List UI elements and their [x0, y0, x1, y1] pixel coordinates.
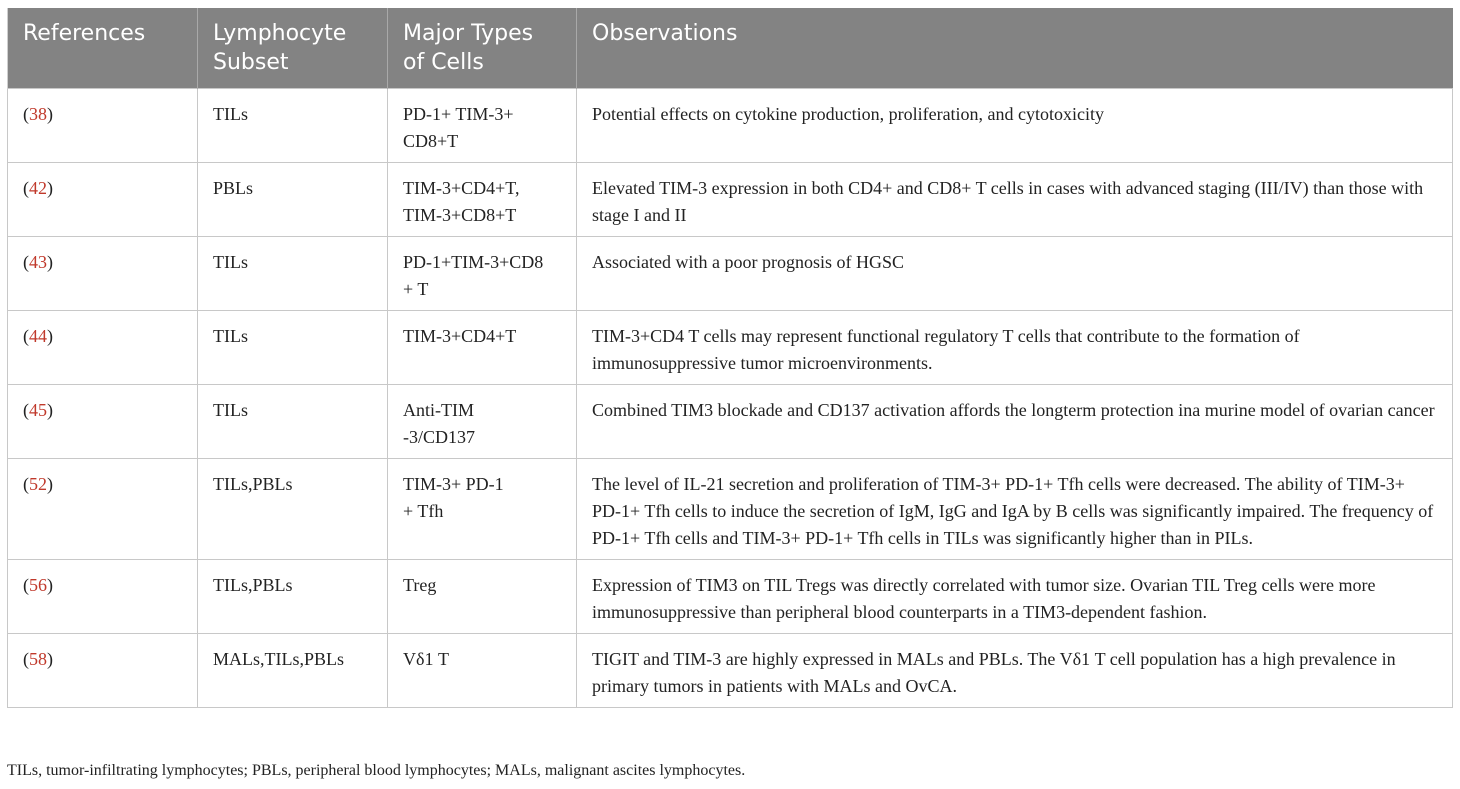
header-types-line-1: Major Types [403, 21, 534, 46]
cell-type-line: CD8+T [403, 131, 459, 151]
cell-lymphocyte-subset: TILs [198, 237, 388, 311]
cell-reference [8, 634, 198, 708]
cell-type-line: PD-1+ TIM-3+ [403, 104, 514, 124]
table-container [7, 8, 1452, 708]
paren-close: ) [47, 649, 53, 669]
paren-close: ) [47, 326, 53, 346]
reference-link[interactable]: 58 [29, 649, 47, 669]
reference-link[interactable]: 45 [29, 400, 47, 420]
cell-major-types [388, 634, 577, 708]
lymphocyte-table [7, 8, 1453, 708]
cell-observations: TIM-3+CD4 T cells may represent functional regulatory T cells that contribute to the formation of immunosuppressive tumor microenvironments. [577, 311, 1453, 385]
cell-reference [8, 163, 198, 237]
cell-type-line: + Tfh [403, 501, 444, 521]
cell-observations: The level of IL-21 secretion and proliferation of TIM-3+ PD-1+ Tfh cells were decreased. The ability of TIM-3+ PD-1+ Tfh cells to induce the secretion of IgM, IgG and IgA by B cells was significantly impaired. The frequency of PD-1+ Tfh cells and TIM-3+ PD-1+ Tfh cells in TILs was significantly higher than in PILs. [577, 459, 1453, 560]
header-lymphocyte-subset [198, 8, 388, 89]
paren-open: ( [23, 104, 29, 124]
header-references-line: References [23, 21, 146, 46]
table-footnote: TILs, tumor-infiltrating lymphocytes; PBLs, peripheral blood lymphocytes; MALs, malignant ascites lymphocytes. [7, 762, 746, 779]
table-row [8, 385, 1453, 459]
paren-close: ) [47, 400, 53, 420]
cell-lymphocyte-subset: TILs,PBLs [198, 459, 388, 560]
cell-major-types [388, 560, 577, 634]
cell-lymphocyte-subset: TILs [198, 311, 388, 385]
paren-open: ( [23, 252, 29, 272]
table-row [8, 89, 1453, 163]
paren-open: ( [23, 575, 29, 595]
cell-lymphocyte-subset: TILs [198, 385, 388, 459]
table-row [8, 459, 1453, 560]
cell-reference [8, 459, 198, 560]
cell-observations: TIGIT and TIM-3 are highly expressed in MALs and PBLs. The Vδ1 T cell population has a high prevalence in primary tumors in patients with MALs and OvCA. [577, 634, 1453, 708]
cell-observations: Expression of TIM3 on TIL Tregs was directly correlated with tumor size. Ovarian TIL Treg cells were more immunosuppressive than peripheral blood counterparts in a TIM3-dependent fashion. [577, 560, 1453, 634]
reference-link[interactable]: 52 [29, 474, 47, 494]
cell-type-line: TIM-3+CD8+T [403, 205, 517, 225]
cell-major-types [388, 89, 577, 163]
cell-type-line: TIM-3+ PD-1 [403, 474, 504, 494]
cell-type-line: TIM-3+CD4+T, [403, 178, 520, 198]
table-row [8, 634, 1453, 708]
cell-type-line: Anti-TIM [403, 400, 474, 420]
header-major-types [388, 8, 577, 89]
cell-observations: Elevated TIM-3 expression in both CD4+ and CD8+ T cells in cases with advanced staging (III/IV) than those with stage I and II [577, 163, 1453, 237]
cell-major-types [388, 163, 577, 237]
paren-close: ) [47, 178, 53, 198]
cell-type-line: Treg [403, 575, 437, 595]
header-references [8, 8, 198, 89]
cell-reference [8, 89, 198, 163]
header-types-line-2: of Cells [403, 50, 484, 75]
cell-reference [8, 560, 198, 634]
cell-type-line: TIM-3+CD4+T [403, 326, 517, 346]
header-subset-line-1: Lymphocyte [213, 21, 347, 46]
cell-type-line: -3/CD137 [403, 427, 475, 447]
reference-link[interactable]: 42 [29, 178, 47, 198]
cell-reference [8, 311, 198, 385]
header-row [8, 8, 1453, 89]
cell-major-types [388, 385, 577, 459]
table-row [8, 163, 1453, 237]
paren-open: ( [23, 326, 29, 346]
paren-close: ) [47, 252, 53, 272]
paren-close: ) [47, 104, 53, 124]
header-observations-line: Observations [592, 21, 738, 46]
paren-open: ( [23, 649, 29, 669]
header-subset-line-2: Subset [213, 50, 289, 75]
cell-lymphocyte-subset: TILs,PBLs [198, 560, 388, 634]
table-row [8, 237, 1453, 311]
reference-link[interactable]: 56 [29, 575, 47, 595]
cell-lymphocyte-subset: PBLs [198, 163, 388, 237]
reference-link[interactable]: 43 [29, 252, 47, 272]
cell-observations: Combined TIM3 blockade and CD137 activation affords the longterm protection ina murine model of ovarian cancer [577, 385, 1453, 459]
table-row [8, 560, 1453, 634]
cell-lymphocyte-subset: MALs,TILs,PBLs [198, 634, 388, 708]
cell-type-line: PD-1+TIM-3+CD8 [403, 252, 544, 272]
header-observations [577, 8, 1453, 89]
reference-link[interactable]: 38 [29, 104, 47, 124]
cell-observations: Potential effects on cytokine production, proliferation, and cytotoxicity [577, 89, 1453, 163]
paren-open: ( [23, 178, 29, 198]
cell-type-line: Vδ1 T [403, 649, 449, 669]
cell-major-types [388, 459, 577, 560]
cell-reference [8, 385, 198, 459]
paren-open: ( [23, 474, 29, 494]
reference-link[interactable]: 44 [29, 326, 47, 346]
cell-major-types [388, 311, 577, 385]
cell-reference [8, 237, 198, 311]
cell-observations: Associated with a poor prognosis of HGSC [577, 237, 1453, 311]
cell-major-types [388, 237, 577, 311]
paren-close: ) [47, 575, 53, 595]
table-row [8, 311, 1453, 385]
paren-close: ) [47, 474, 53, 494]
cell-lymphocyte-subset: TILs [198, 89, 388, 163]
paren-open: ( [23, 400, 29, 420]
cell-type-line: + T [403, 279, 429, 299]
